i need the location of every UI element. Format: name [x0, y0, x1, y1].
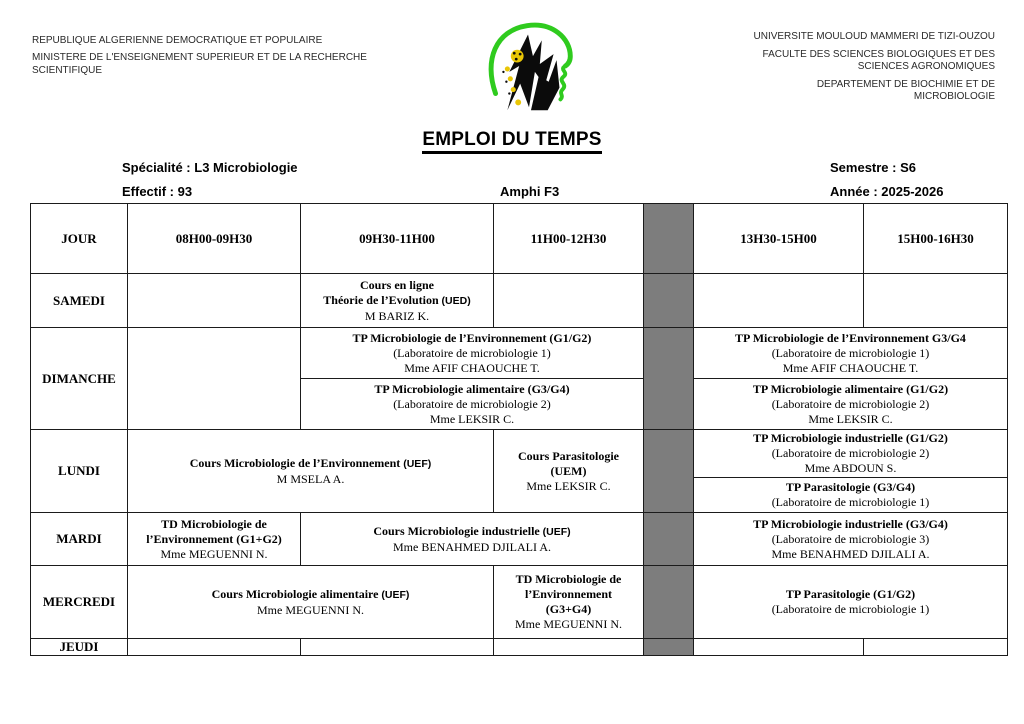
- course-line: Cours Microbiologie alimentaire (UEF): [211, 586, 410, 601]
- course-line: (Laboratoire de microbiologie 1): [771, 495, 930, 509]
- course-line: TP Microbiologie industrielle (G3/G4): [753, 516, 948, 531]
- cell-lundi-cours-environnement: [128, 430, 494, 513]
- day-mardi: MARDI: [31, 513, 128, 566]
- university-logo-icon: [470, 14, 588, 116]
- cell-mardi-tp-industrielle-g3g4: [694, 513, 1008, 566]
- course-line: (G3+G4): [545, 602, 592, 616]
- university-line: UNIVERSITE MOULOUD MAMMERI DE TIZI-OUZOU: [753, 31, 995, 42]
- day-mercredi: MERCREDI: [31, 566, 128, 639]
- col-header-0800-0930: 08H00-09H30: [128, 204, 301, 274]
- course-line: TP Microbiologie alimentaire (G1/G2): [752, 381, 949, 396]
- course-line: Mme BENAHMED DJILALI A.: [771, 546, 930, 561]
- cell-lundi-tp-parasitologie-g3g4: [694, 478, 1008, 513]
- empty-slot: [864, 274, 1008, 328]
- course-line: Cours Microbiologie industrielle (UEF): [373, 523, 571, 538]
- day-lundi: LUNDI: [31, 430, 128, 513]
- break-column-cell: [644, 274, 694, 328]
- course-line: (Laboratoire de microbiologie 2): [771, 396, 930, 411]
- col-header-1500-1630: 15H00-16H30: [864, 204, 1008, 274]
- course-line: TP Parasitologie (G3/G4): [785, 480, 916, 494]
- course-line: Mme MEGUENNI N.: [515, 617, 622, 631]
- course-line: (Laboratoire de microbiologie 3): [771, 531, 930, 546]
- cell-dimanche-tp-environnement-g1g2: [301, 328, 644, 379]
- course-line: Cours en ligne: [359, 277, 434, 292]
- semestre-label: Semestre : S6: [830, 160, 916, 175]
- course-line: TP Microbiologie de l’Environnement (G1/G2): [352, 330, 592, 345]
- course-line: (UEM): [550, 463, 587, 478]
- day-samedi: SAMEDI: [31, 274, 128, 328]
- annee-label: Année : 2025-2026: [830, 184, 944, 199]
- effectif-label: Effectif : 93: [122, 184, 193, 199]
- ministry-line: MINISTERE DE L'ENSEIGNEMENT SUPERIEUR ET DE LA RECHERCHE SCIENTIFIQUE: [32, 52, 367, 76]
- empty-slot: [694, 639, 864, 656]
- course-line: M MSELA A.: [276, 471, 345, 486]
- empty-slot: [128, 639, 301, 656]
- empty-slot: [128, 328, 301, 430]
- course-line: Cours Microbiologie de l’Environnement (UEF): [189, 455, 432, 470]
- page-title-text: EMPLOI DU TEMPS: [422, 129, 601, 154]
- break-column-cell: [644, 513, 694, 566]
- cell-mardi-td-environnement-g1g2: [128, 513, 301, 566]
- unit-type-suffix: (UEF): [378, 588, 410, 601]
- col-header-1100-1230: 11H00-12H30: [494, 204, 644, 274]
- course-line: TP Microbiologie de l’Environnement G3/G4: [735, 330, 966, 345]
- course-line: (Laboratoire de microbiologie 1): [393, 345, 551, 360]
- course-line: TP Microbiologie alimentaire (G3/G4): [374, 381, 570, 396]
- course-line: Mme AFIF CHAOUCHE T.: [782, 360, 919, 375]
- course-line: l’Environnement: [524, 587, 613, 601]
- course-line: TP Microbiologie industrielle (G1/G2): [753, 431, 948, 445]
- break-column-cell: [644, 566, 694, 639]
- course-line: TP Parasitologie (G1/G2): [785, 587, 916, 601]
- day-jeudi: JEUDI: [31, 639, 128, 656]
- course-line: Mme LEKSIR C.: [429, 411, 515, 426]
- course-line: (Laboratoire de microbiologie 1): [771, 602, 930, 616]
- break-column-cell: [644, 639, 694, 656]
- unit-type-suffix: (UEF): [539, 525, 571, 538]
- course-line: Mme LEKSIR C.: [808, 411, 893, 426]
- cell-mercredi-tp-parasitologie-g1g2: [694, 566, 1008, 639]
- unit-type-suffix: (UED): [438, 294, 471, 307]
- course-line: (Laboratoire de microbiologie 2): [771, 446, 930, 460]
- course-line: Mme ABDOUN S.: [804, 461, 897, 475]
- course-line: Mme AFIF CHAOUCHE T.: [404, 360, 540, 375]
- course-line: l’Environnement (G1+G2): [146, 531, 282, 546]
- cell-mardi-cours-industrielle: [301, 513, 644, 566]
- empty-slot: [694, 274, 864, 328]
- amphi-label: Amphi F3: [500, 184, 560, 199]
- col-header-0930-1100: 09H30-11H00: [301, 204, 494, 274]
- cell-samedi-cours-en-ligne: [301, 274, 494, 328]
- cell-mercredi-cours-alimentaire: [128, 566, 494, 639]
- course-line: Cours Parasitologie: [518, 448, 619, 463]
- empty-slot: [494, 639, 644, 656]
- university-header: [733, 31, 995, 109]
- cell-dimanche-tp-alimentaire-g3g4: [301, 379, 644, 430]
- empty-slot: [301, 639, 494, 656]
- course-line: Mme MEGUENNI N.: [160, 546, 268, 561]
- cell-dimanche-tp-alimentaire-g1g2: [694, 379, 1008, 430]
- department-line: DEPARTEMENT DE BIOCHIMIE ET DE MICROBIOLOGIE: [816, 78, 995, 102]
- page-title: [0, 129, 1024, 151]
- day-dimanche: DIMANCHE: [31, 328, 128, 430]
- course-line: Mme BENAHMED DJILALI A.: [393, 539, 551, 554]
- cell-lundi-cours-parasitologie: [494, 430, 644, 513]
- timetable: [30, 203, 1008, 656]
- cell-lundi-tp-industrielle-g1g2: [694, 430, 1008, 478]
- break-column-cell: [644, 328, 694, 430]
- republic-line: REPUBLIQUE ALGERIENNE DEMOCRATIQUE ET POPULAIRE: [32, 35, 323, 46]
- col-header-jour: JOUR: [31, 204, 128, 274]
- course-line: Théorie de l’Evolution (UED): [323, 292, 471, 307]
- empty-slot: [864, 639, 1008, 656]
- empty-slot: [494, 274, 644, 328]
- course-line: (Laboratoire de microbiologie 1): [771, 345, 930, 360]
- course-line: M BARIZ K.: [364, 308, 430, 323]
- republic-header: [32, 34, 377, 81]
- course-line: Mme LEKSIR C.: [526, 478, 611, 493]
- course-line: TD Microbiologie de: [515, 572, 622, 586]
- unit-type-suffix: (UEF): [400, 457, 432, 470]
- course-line: (Laboratoire de microbiologie 2): [393, 396, 551, 411]
- break-column-cell: [644, 430, 694, 513]
- break-column-cell: [644, 204, 694, 274]
- specialite-label: Spécialité : L3 Microbiologie: [122, 160, 298, 175]
- empty-slot: [128, 274, 301, 328]
- course-line: TD Microbiologie de: [161, 516, 267, 531]
- cell-dimanche-tp-environnement-g3g4: [694, 328, 1008, 379]
- faculty-line: FACULTE DES SCIENCES BIOLOGIQUES ET DES SCIENCES AGRONOMIQUES: [762, 48, 995, 72]
- col-header-1330-1500: 13H30-15H00: [694, 204, 864, 274]
- cell-mercredi-td-environnement-g3g4: [494, 566, 644, 639]
- course-line: Mme MEGUENNI N.: [257, 602, 364, 617]
